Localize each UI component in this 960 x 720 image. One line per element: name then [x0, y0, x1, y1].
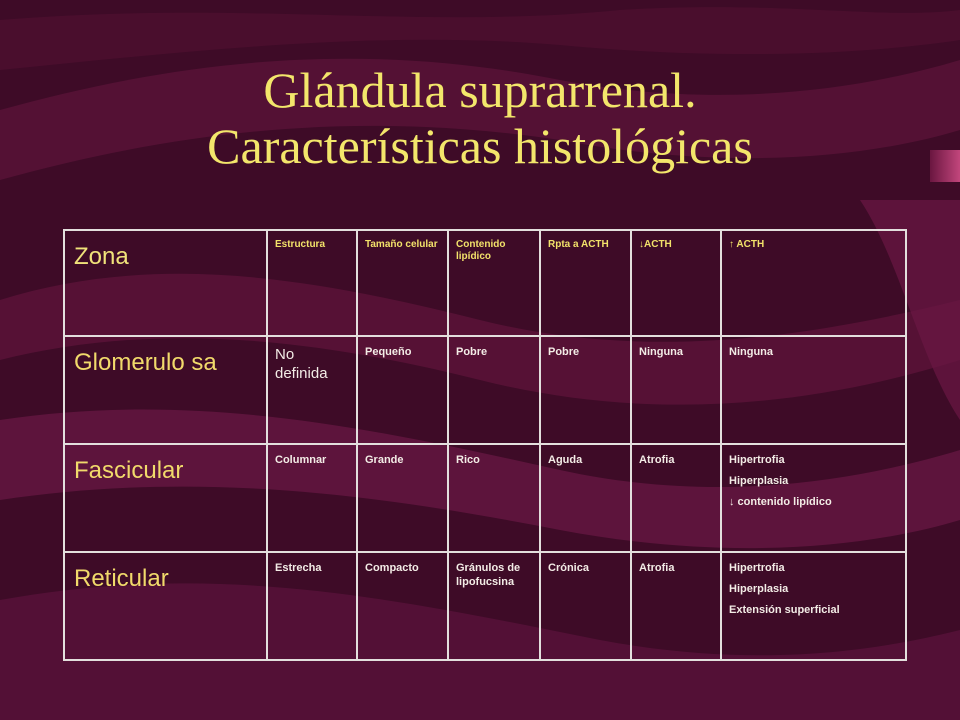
header-rpta-acth: Rpta a ACTH	[540, 230, 631, 336]
contenido-cell: Pobre	[448, 336, 540, 444]
rpta-cell: Crónica	[540, 552, 631, 660]
acth-down-cell: Atrofia	[631, 444, 721, 552]
table-row	[64, 336, 906, 444]
zone-cell: Reticular	[64, 552, 267, 660]
contenido-cell: Gránulos de lipofucsina	[448, 552, 540, 660]
tamano-cell: Compacto	[357, 552, 448, 660]
title-line-2: Características histológicas	[207, 118, 753, 174]
header-tamano-celular: Tamaño celular	[357, 230, 448, 336]
acth-up-item: ↓ contenido lipídico	[729, 496, 832, 508]
header-zona: Zona	[64, 230, 267, 336]
zone-cell: Glomerulo sa	[64, 336, 267, 444]
acth-up-cell	[721, 336, 906, 444]
estructura-cell: Estrecha	[267, 552, 357, 660]
estructura-cell: No definida	[267, 336, 357, 444]
acth-up-item: Extensión superficial	[729, 604, 840, 616]
title-line-1: Glándula suprarrenal.	[263, 62, 697, 118]
histology-table	[63, 229, 907, 661]
header-estructura: Estructura	[267, 230, 357, 336]
acth-down-cell: Ninguna	[631, 336, 721, 444]
acth-up-cell	[721, 444, 906, 552]
tamano-cell: Pequeño	[357, 336, 448, 444]
acth-up-cell	[721, 552, 906, 660]
header-acth-down: ↓ACTH	[631, 230, 721, 336]
header-contenido-lipidico: Contenido lipídico	[448, 230, 540, 336]
slide-title	[0, 62, 960, 174]
estructura-cell: Columnar	[267, 444, 357, 552]
acth-up-item: Hiperplasia	[729, 583, 789, 595]
header-acth-up: ↑ ACTH	[721, 230, 906, 336]
acth-up-item: Hipertrofia	[729, 454, 785, 466]
acth-down-cell: Atrofia	[631, 552, 721, 660]
table-row	[64, 444, 906, 552]
acth-up-item: Hipertrofia	[729, 562, 785, 574]
rpta-cell: Pobre	[540, 336, 631, 444]
acth-up-item: Hiperplasia	[729, 475, 789, 487]
table-header-row	[64, 230, 906, 336]
contenido-cell: Rico	[448, 444, 540, 552]
tamano-cell: Grande	[357, 444, 448, 552]
zone-cell: Fascicular	[64, 444, 267, 552]
table-row	[64, 552, 906, 660]
acth-up-item: Ninguna	[729, 346, 773, 358]
rpta-cell: Aguda	[540, 444, 631, 552]
